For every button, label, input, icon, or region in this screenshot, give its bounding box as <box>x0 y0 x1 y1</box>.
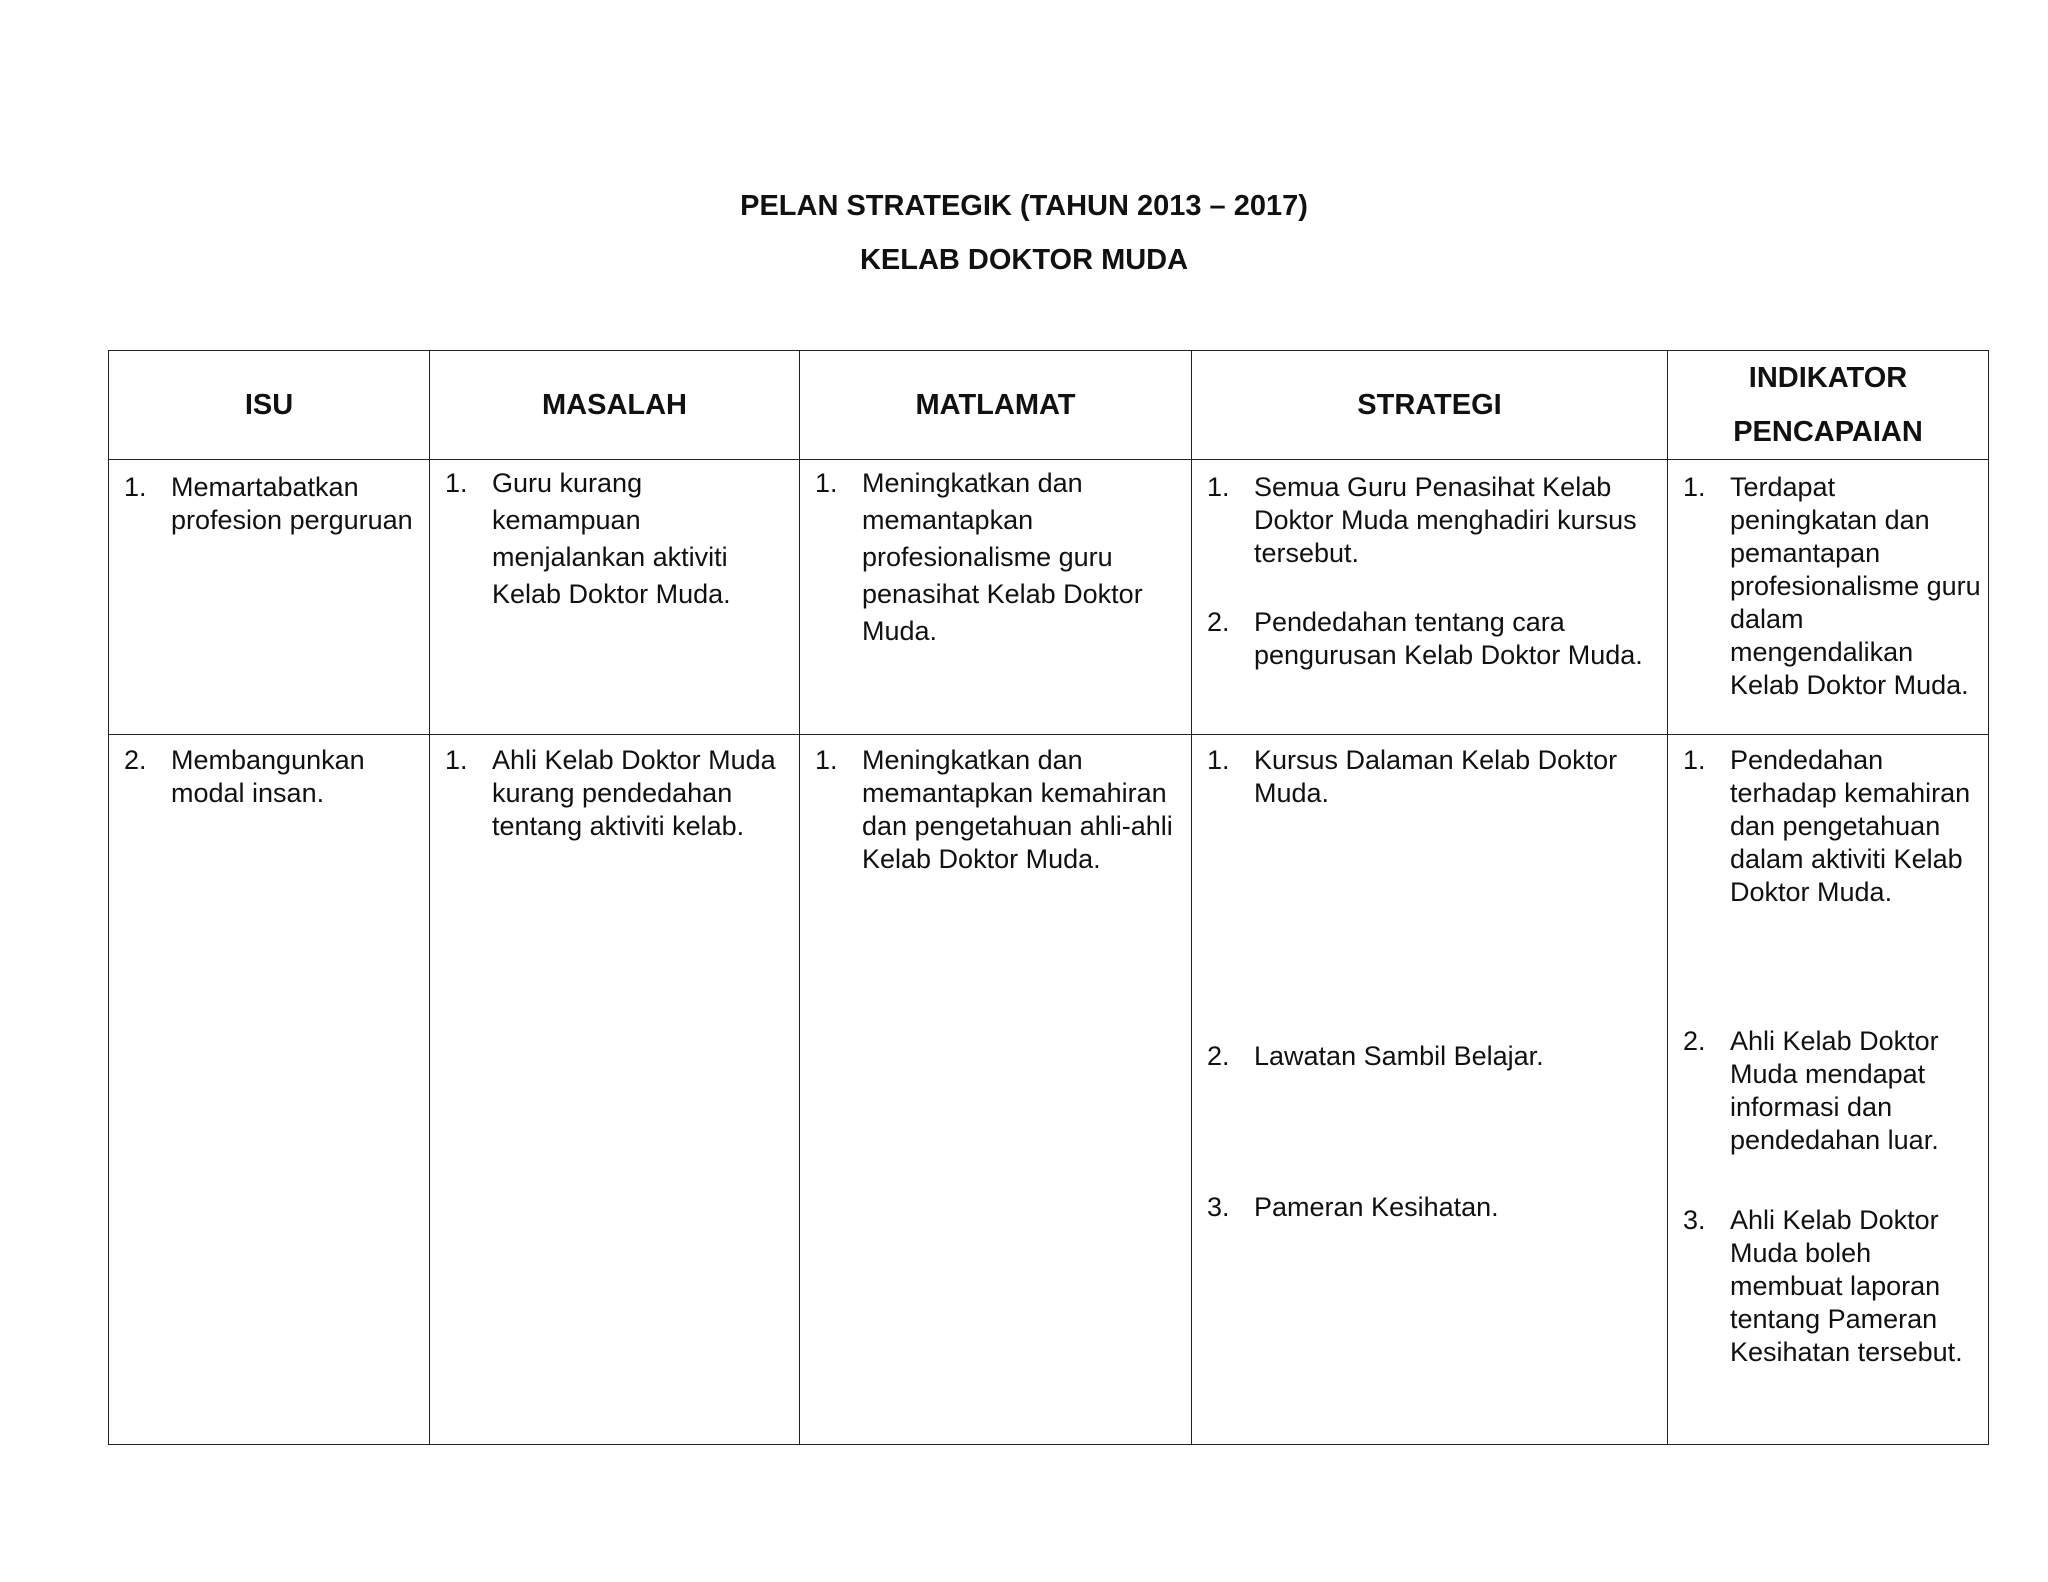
item-number: 2. <box>1683 1026 1706 1056</box>
cell-masalah <box>430 460 800 735</box>
item-text: Meningkatkan dan memantapkan kemahiran dan pengetahuan ahli-ahli Kelab Doktor Muda. <box>862 745 1173 874</box>
item-number: 1. <box>1683 745 1706 775</box>
header-indikator-line1: INDIKATOR <box>1748 362 1908 394</box>
cell-isu <box>109 735 430 1445</box>
item-number: 1. <box>445 468 468 498</box>
header-isu: ISU <box>109 351 430 460</box>
item-text: Membangunkan modal insan. <box>171 745 365 808</box>
list-item <box>445 465 792 613</box>
list-item <box>1207 471 1660 570</box>
item-text: Pendedahan terhadap kemahiran dan pengetahuan dalam aktiviti Kelab Doktor Muda. <box>1730 745 1971 907</box>
document-subtitle: KELAB DOKTOR MUDA <box>859 244 1189 276</box>
list-item <box>1683 471 1981 702</box>
list-item <box>815 465 1184 650</box>
item-text: Ahli Kelab Doktor Muda mendapat informasi dan pendedahan luar. <box>1730 1026 1939 1155</box>
item-number: 1. <box>124 472 147 502</box>
item-text: Pendedahan tentang cara pengurusan Kelab Doktor Muda. <box>1254 607 1643 670</box>
header-matlamat: MATLAMAT <box>800 351 1192 460</box>
item-number: 1. <box>1207 745 1230 775</box>
header-indikator-line2: PENCAPAIAN <box>1733 416 1923 448</box>
item-text: Kursus Dalaman Kelab Doktor Muda. <box>1254 745 1618 808</box>
cell-strategi <box>1192 735 1668 1445</box>
table-header-row <box>109 351 1989 460</box>
item-text: Lawatan Sambil Belajar. <box>1254 1041 1544 1071</box>
item-number: 3. <box>1207 1192 1230 1222</box>
item-number: 1. <box>1683 472 1706 502</box>
item-number: 1. <box>445 745 468 775</box>
header-strategi: STRATEGI <box>1192 351 1668 460</box>
item-text: Memartabatkan profesion perguruan <box>171 472 413 535</box>
header-indikator-pencapaian <box>1668 351 1989 460</box>
item-number: 2. <box>124 745 147 775</box>
list-item <box>445 744 792 843</box>
item-number: 3. <box>1683 1205 1706 1235</box>
cell-masalah <box>430 735 800 1445</box>
list-item <box>1683 1204 1981 1369</box>
list-item <box>124 471 422 537</box>
cell-indikator <box>1668 460 1989 735</box>
item-text: Ahli Kelab Doktor Muda kurang pendedahan tentang aktiviti kelab. <box>492 745 776 841</box>
cell-indikator <box>1668 735 1989 1445</box>
strategic-plan-table <box>108 350 1989 1445</box>
item-number: 1. <box>815 468 838 498</box>
cell-strategi <box>1192 460 1668 735</box>
list-item <box>1207 1040 1660 1073</box>
document-title: PELAN STRATEGIK (TAHUN 2013 – 2017) <box>740 190 1308 222</box>
item-text: Meningkatkan dan memantapkan profesionalisme guru penasihat Kelab Doktor Muda. <box>862 468 1143 646</box>
list-item <box>124 744 422 810</box>
item-number: 1. <box>1207 472 1230 502</box>
list-item <box>1683 744 1981 909</box>
item-text: Terdapat peningkatan dan pemantapan profesionalisme guru dalam mengendalikan Kelab Doktor Muda. <box>1730 472 1981 700</box>
item-text: Semua Guru Penasihat Kelab Doktor Muda menghadiri kursus tersebut. <box>1254 472 1637 568</box>
header-masalah: MASALAH <box>430 351 800 460</box>
table-row <box>109 735 1989 1445</box>
cell-isu <box>109 460 430 735</box>
item-text: Guru kurang kemampuan menjalankan aktiviti Kelab Doktor Muda. <box>492 468 731 609</box>
cell-matlamat <box>800 735 1192 1445</box>
item-number: 2. <box>1207 607 1230 637</box>
item-number: 1. <box>815 745 838 775</box>
list-item <box>815 744 1184 876</box>
item-text: Pameran Kesihatan. <box>1254 1192 1499 1222</box>
cell-matlamat <box>800 460 1192 735</box>
list-item <box>1207 744 1660 810</box>
list-item <box>1207 1191 1660 1224</box>
item-text: Ahli Kelab Doktor Muda boleh membuat laporan tentang Pameran Kesihatan tersebut. <box>1730 1205 1963 1367</box>
table-row <box>109 460 1989 735</box>
list-item <box>1683 1025 1981 1157</box>
item-number: 2. <box>1207 1041 1230 1071</box>
list-item <box>1207 606 1660 672</box>
